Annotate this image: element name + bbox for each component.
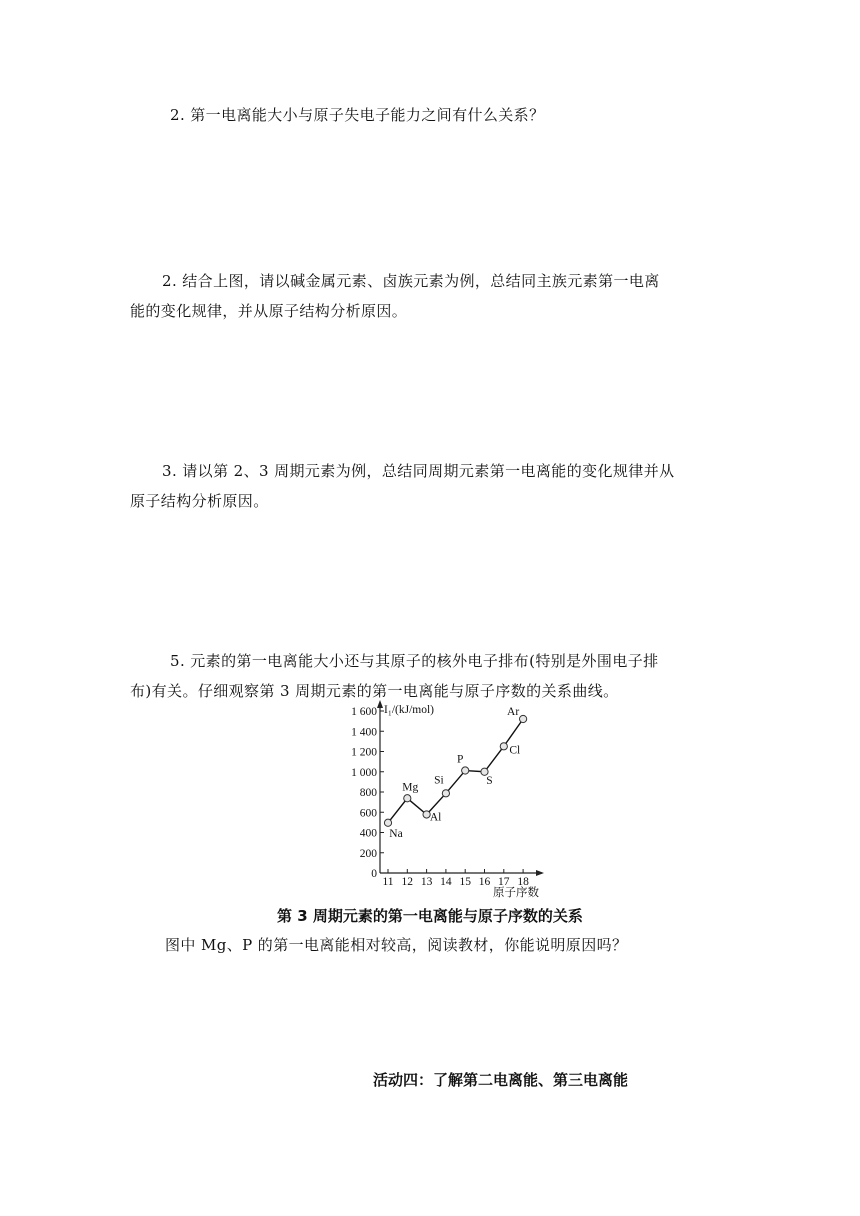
question-5-line-1: 5. 元素的第一电离能大小还与其原子的核外电子排布(特别是外围电子排 [170,652,659,670]
y-axis-label: I₁/(kJ/mol) [384,704,435,716]
y-tick-label: 400 [359,827,377,840]
x-tick-label: 18 [517,876,529,888]
x-tick-label: 15 [459,876,471,888]
question-2-line-2: 能的变化规律，并从原子结构分析原因。 [130,302,408,320]
x-tick-label: 17 [498,876,510,888]
figure-caption: 第 3 周期元素的第一电离能与原子序数的关系 [277,907,583,925]
data-point-label: Na [389,827,403,840]
y-tick-label: 800 [359,787,377,799]
question-2-group-trend [130,266,732,326]
series-line [388,719,523,823]
data-point-label: Ar [507,705,520,718]
data-point [462,767,469,774]
data-point [500,743,507,750]
y-tick-label: 1 000 [351,766,377,779]
y-tick-label: 1 600 [351,706,377,718]
x-tick-label: 11 [382,876,394,888]
data-point-label: Mg [402,781,419,794]
x-axis-label: 原子序数 [493,887,539,899]
y-tick-label: 1 400 [351,726,377,739]
question-2-line-1: 2. 结合上图，请以碱金属元素、卤族元素为例，总结同主族元素第一电离 [162,272,660,290]
data-point [384,819,391,826]
y-tick-label: 200 [359,847,377,860]
x-tick-label: 13 [420,876,433,888]
data-point-label: Al [429,811,442,824]
x-tick-label: 16 [478,876,491,888]
data-point [404,795,411,802]
question-5-electron-config [130,646,732,706]
question-3-period-trend [130,456,732,516]
question-5-followup: 图中 Mg、P 的第一电离能相对较高，阅读教材，你能说明原因吗？ [165,936,628,954]
data-point [442,790,449,797]
data-point [520,715,527,722]
y-tick-label: 0 [371,868,377,880]
data-point-label: Si [434,774,444,787]
y-tick-label: 600 [359,807,377,820]
data-point-label: P [456,753,464,766]
data-point-label: Cl [509,744,521,757]
y-axis-arrow [377,700,383,708]
question-3-line-1: 3. 请以第 2、3 周期元素为例，总结同周期元素第一电离能的变化规律并从 [162,462,675,480]
activity-four-heading: 活动四：了解第二电离能、第三电离能 [373,1071,629,1089]
data-point-label: S [486,774,493,787]
question-5-line-2: 布)有关。仔细观察第 3 周期元素的第一电离能与原子序数的关系曲线。 [130,682,619,700]
x-axis-arrow [536,870,544,876]
ionization-energy-chart [330,698,560,903]
y-tick-label: 1 200 [351,746,377,759]
x-tick-label: 12 [401,876,414,888]
question-3-line-2: 原子结构分析原因。 [130,492,269,510]
question-2-first: 2. 第一电离能大小与原子失电子能力之间有什么关系？ [170,106,545,124]
x-tick-label: 14 [440,876,452,888]
